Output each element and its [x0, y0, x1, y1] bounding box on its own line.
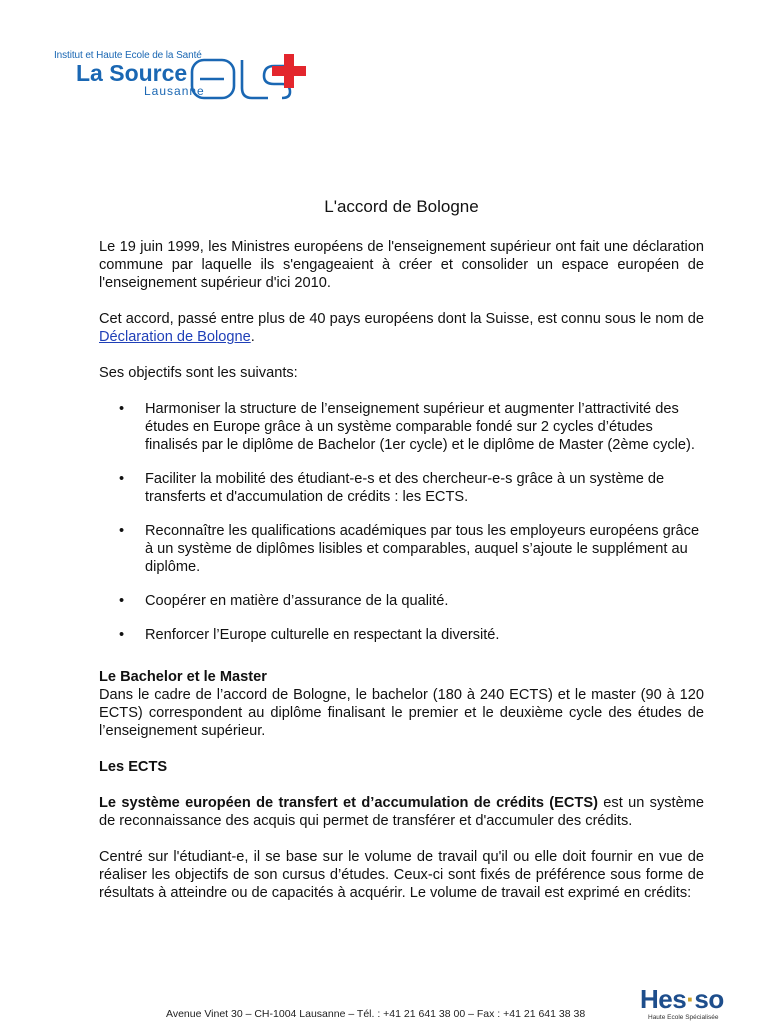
logo-institution-line: Institut et Haute Ecole de la Santé [54, 50, 202, 61]
logo-name: La Source [76, 60, 188, 86]
main-content [99, 198, 704, 920]
ects-paragraph-2: Centré sur l'étudiant-e, il se base sur le volume de travail qu'il ou elle doit fournir en vue de réaliser les objectifs de son cursus d’études. Ceux-ci sont fixés de préférence sous forme de résultats à atteindre ou de capacités à acquérir. Le volume de travail est exprimé en crédits: [99, 849, 704, 901]
la-source-logo [54, 50, 324, 110]
hes-mark-a: Hes [640, 984, 687, 1014]
footer-address: Avenue Vinet 30 – CH-1004 Lausanne – Tél. : +41 21 641 38 00 – Fax : +41 21 641 38 38 [166, 1008, 586, 1020]
accord-text-before: Cet accord, passé entre plus de 40 pays européens dont la Suisse, est connu sous le nom de [99, 311, 704, 327]
hes-so-subtitle: Haute Ecole Spécialisée [648, 1014, 719, 1021]
hes-mark-b: so [694, 984, 724, 1014]
ects-lead-rest: est un système de reconnaissance des acquis qui permet de transférer et d'accumuler des crédits. [99, 795, 704, 829]
objective-item: • Faciliter la mobilité des étudiant-e-s et des chercheur-e-s grâce à un système de transferts et d'accumulation de crédits : les ECTS. [99, 470, 704, 506]
ects-paragraph-1 [99, 794, 704, 830]
page-title: L'accord de Bologne [324, 197, 479, 216]
bachelor-master-text: Dans le cadre de l’accord de Bologne, le bachelor (180 à 240 ECTS) et le master (90 à 120 ECTS) correspondent au diplôme finalisant le premier et le deuxième cycle des études de l’enseignement supérieur. [99, 687, 704, 739]
hes-so-logo [640, 984, 740, 1024]
objective-item: • Reconnaître les qualifications académiques par tous les employeurs européens grâce à un système de diplômes lisibles et comparables, auquel s’ajoute le supplément au diplôme. [99, 522, 704, 576]
hes-mark-dot: · [686, 984, 695, 1014]
ects-heading: Les ECTS [99, 759, 168, 775]
objective-item: • Harmoniser la structure de l’enseignement supérieur et augmenter l’attractivité des études en Europe grâce à un système comparable fondé sur 2 cycles d’études finalisés par le diplôme de Bachelor (1er cycle) et le diplôme de Master (2ème cycle). [99, 400, 704, 454]
logo-city: Lausanne [144, 84, 205, 98]
hes-so-mark [640, 984, 724, 1015]
declaration-bologne-link[interactable]: Déclaration de Bologne [99, 329, 251, 345]
objective-item: • Coopérer en matière d’assurance de la qualité. [99, 592, 704, 610]
els-cross-logo-icon [190, 52, 312, 102]
objective-item: • Renforcer l’Europe culturelle en respectant la diversité. [99, 626, 704, 644]
bachelor-master-heading: Le Bachelor et le Master [99, 669, 267, 685]
ects-bold-lead: Le système européen de transfert et d’accumulation de crédits (ECTS) [99, 795, 598, 811]
objectives-intro: Ses objectifs sont les suivants: [99, 365, 298, 381]
accord-paragraph [99, 310, 704, 346]
accord-text-after: . [250, 329, 255, 345]
intro-paragraph: Le 19 juin 1999, les Ministres européens de l'enseignement supérieur ont fait une déclaration commune par laquelle ils s'engageaient à créer et consolider un espace européen de l'enseignement supérieur d'ici 2010. [99, 239, 704, 291]
objectives-list [99, 400, 704, 644]
